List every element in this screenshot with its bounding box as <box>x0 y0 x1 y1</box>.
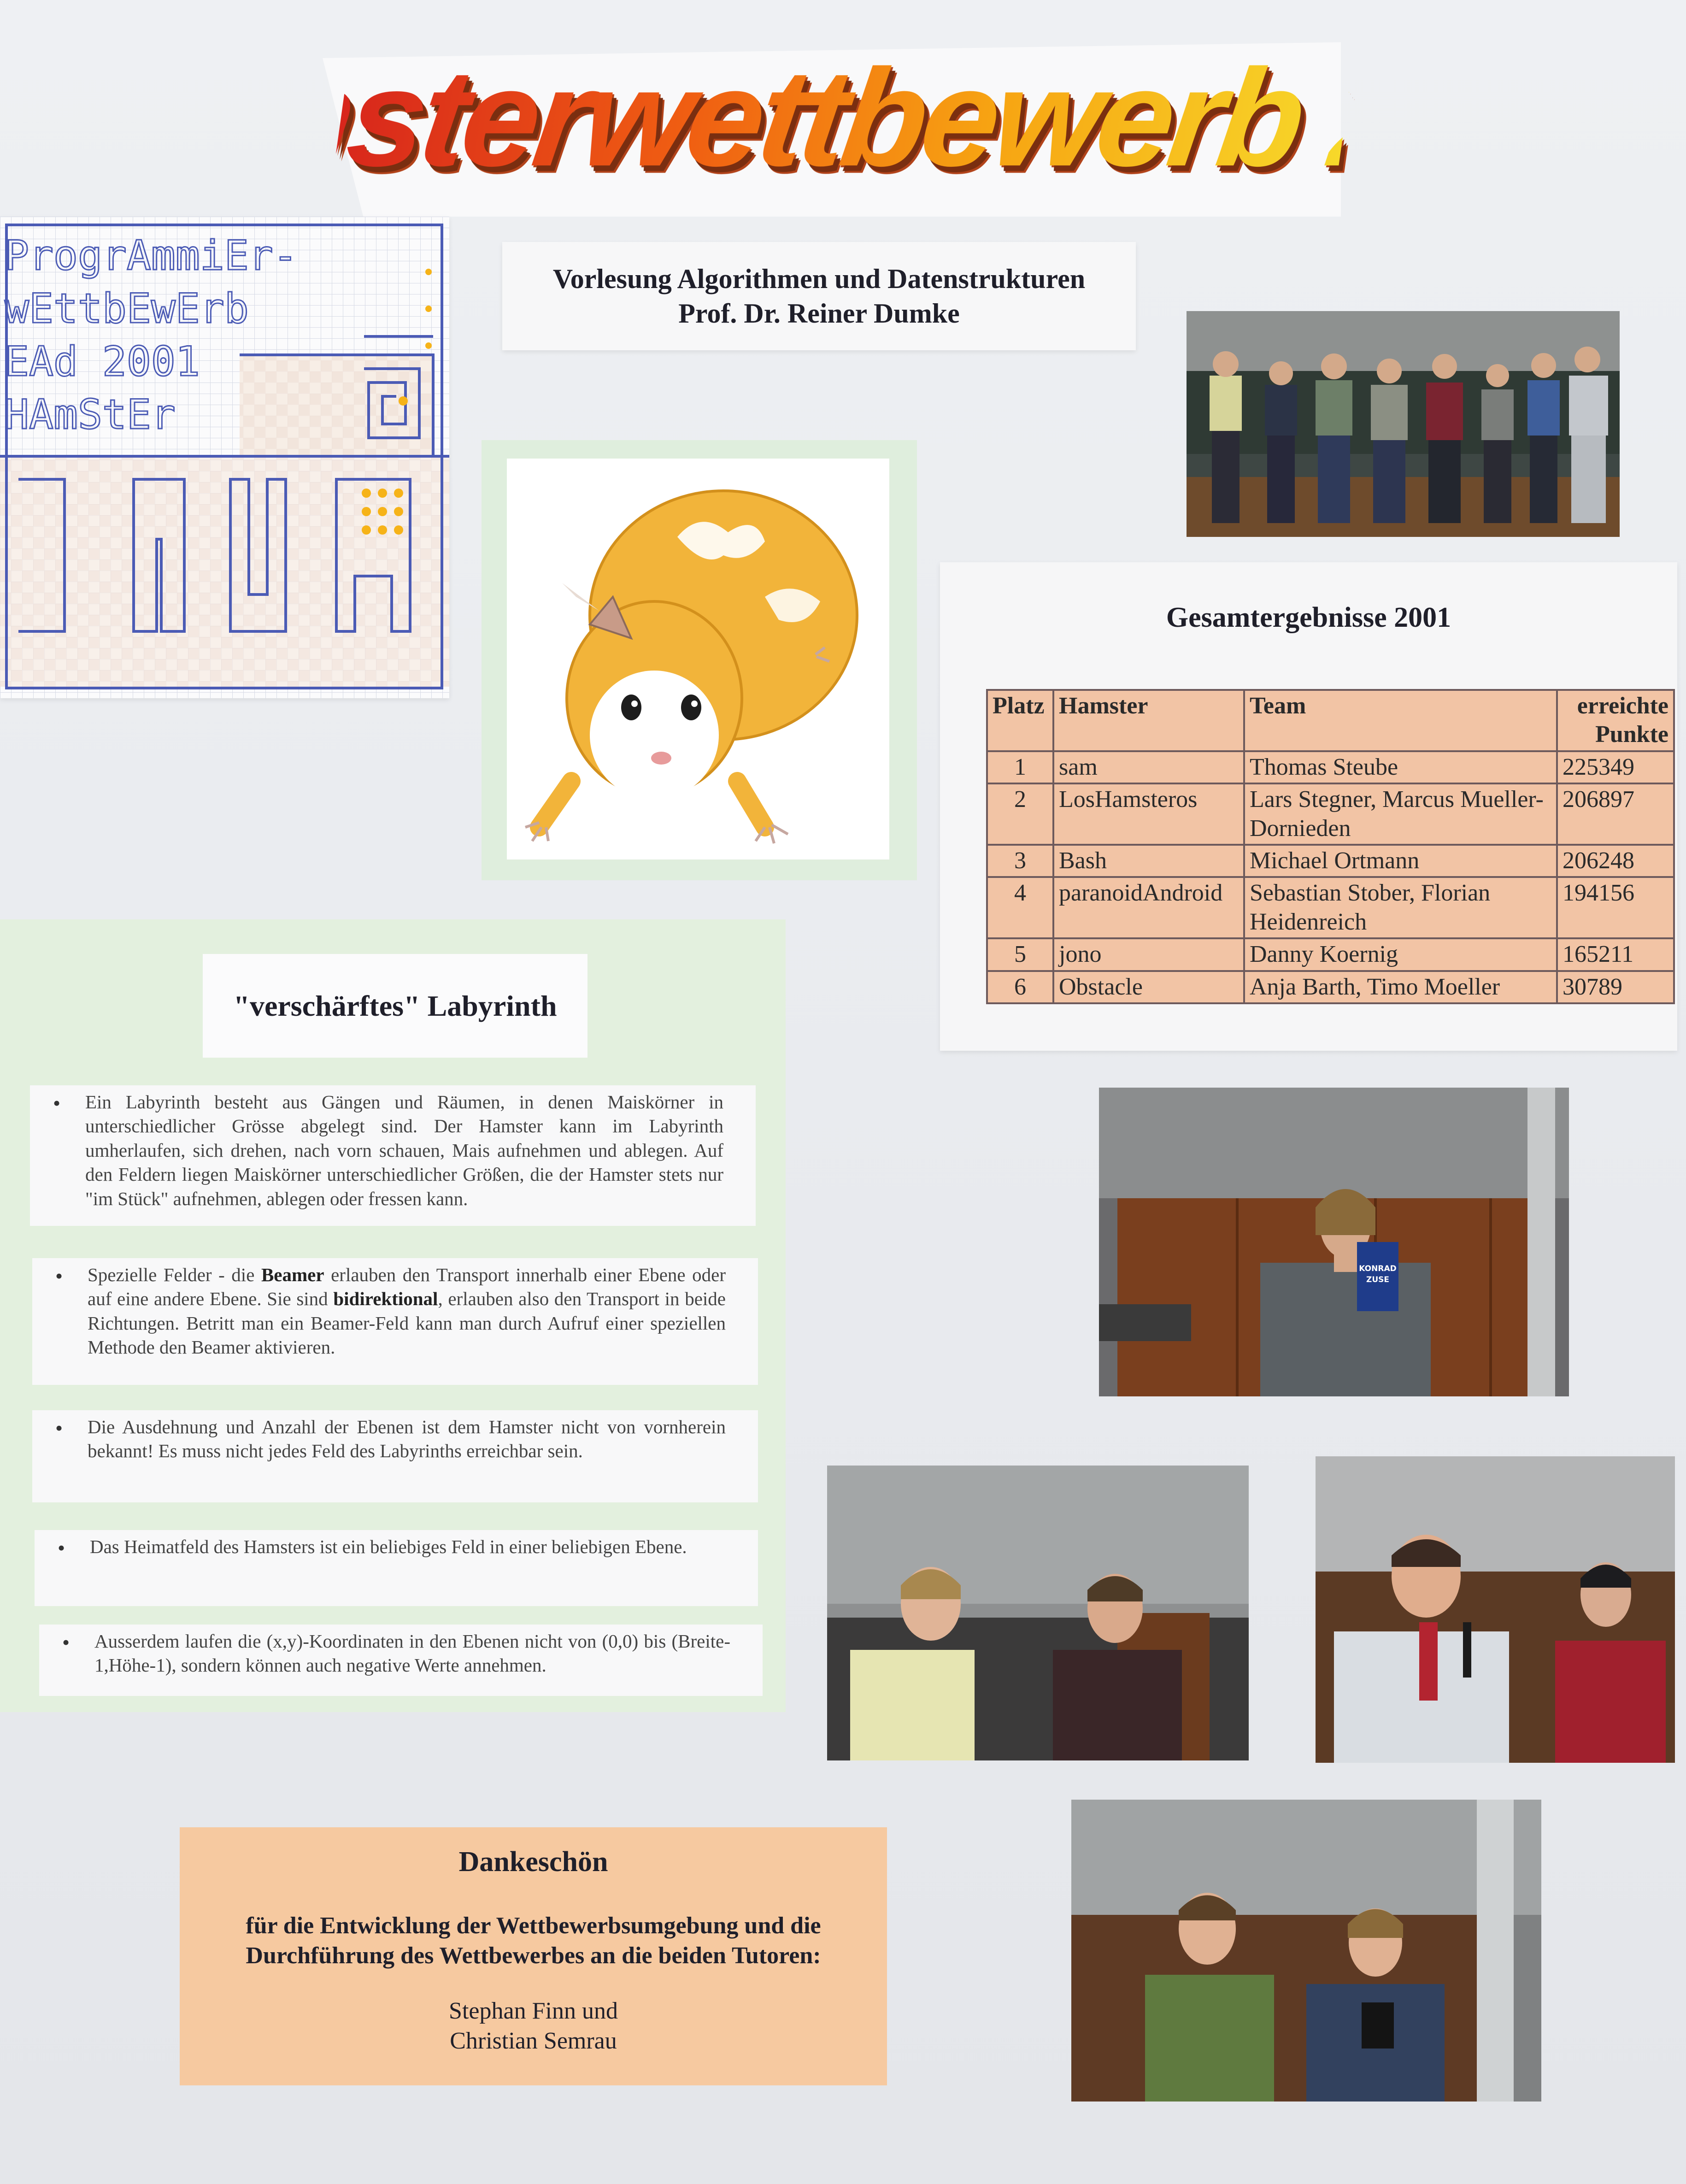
bullet-heimatfeld <box>35 1530 758 1606</box>
thanks-line-2: Durchführung des Wettbewerbes an die beiden Tutoren: <box>246 1943 821 1969</box>
bullet-bold-beamer: Beamer <box>261 1264 324 1285</box>
cell-team: Anja Barth, Timo Moeller <box>1244 971 1557 1003</box>
table-row <box>987 938 1674 971</box>
cell-team: Danny Koernig <box>1244 938 1557 971</box>
maze-graphic <box>0 217 449 698</box>
tutor-names <box>180 1996 887 2056</box>
results-title: Gesamtergebnisse 2001 <box>1166 602 1451 633</box>
maze-line-1: ProgrAmmiEr- <box>5 232 298 279</box>
bullet-marker: • <box>55 1264 63 1288</box>
bullet-bold-bidirektional: bidirektional <box>333 1288 438 1310</box>
cell-hamster: paranoidAndroid <box>1053 877 1244 938</box>
maze-line-4: HAmStEr <box>5 391 176 438</box>
cell-platz: 4 <box>987 877 1053 938</box>
cell-punkte: 30789 <box>1557 971 1674 1003</box>
labyrinth-title: "verschärftes" Labyrinth <box>203 954 587 1058</box>
thanks-heading: Dankeschön <box>458 1846 608 1878</box>
cell-punkte: 225349 <box>1557 751 1674 783</box>
header-hamster: Hamster <box>1053 690 1244 751</box>
bullet-text-a: Spezielle Felder - die <box>88 1264 261 1285</box>
cell-team: Lars Stegner, Marcus Mueller-Dornieden <box>1244 783 1557 845</box>
tutor-name-1: Stephan Finn und <box>449 1998 618 2024</box>
bullet-marker: • <box>55 1416 63 1440</box>
thanks-text <box>180 1911 887 1971</box>
cell-hamster: LosHamsteros <box>1053 783 1244 845</box>
poster-title: Hamsterwettbewerb 2001 <box>327 18 1359 217</box>
hamster-illustration <box>507 459 889 859</box>
bullet-text: Das Heimatfeld des Hamsters ist ein beliebiges Feld in einer beliebigen Ebene. <box>90 1536 687 1557</box>
cell-hamster: Bash <box>1053 845 1244 877</box>
professor-photo <box>1316 1456 1675 1763</box>
bullet-marker: • <box>62 1631 70 1654</box>
maze-line-2: wEttbEwErb <box>5 285 249 332</box>
table-row <box>987 877 1674 938</box>
table-row <box>987 751 1674 783</box>
thanks-panel <box>180 1827 887 2085</box>
bullet-koordinaten <box>39 1625 763 1696</box>
book-title-line1: KONRAD <box>1359 1264 1397 1273</box>
cell-team: Sebastian Stober, Florian Heidenreich <box>1244 877 1557 938</box>
cell-hamster: jono <box>1053 938 1244 971</box>
cell-platz: 2 <box>987 783 1053 845</box>
cell-team: Michael Ortmann <box>1244 845 1557 877</box>
header-punkte-line1: erreichte <box>1577 693 1668 719</box>
bullet-labyrinth <box>30 1085 756 1226</box>
header-punkte-line2: Punkte <box>1595 721 1668 748</box>
table-row <box>987 971 1674 1003</box>
winner-photo <box>1099 1088 1569 1396</box>
bullet-ebenen <box>32 1410 758 1502</box>
bullet-text: Ein Labyrinth besteht aus Gängen und Räumen, in denen Maiskörner in unterschiedlicher Grösse abgelegt sind. Der Hamster kann im Labyrinth umherlaufen, sich drehen, nach vorn schauen, Mais aufnehmen und ablegen. Auf den Feldern liegen Maiskörner unterschiedlicher Größen, die der Hamster stets nur "im Stück" aufnehmen, ablegen oder fressen kann. <box>85 1091 723 1209</box>
table-row <box>987 845 1674 877</box>
table-row <box>987 783 1674 845</box>
group-photo <box>1187 311 1620 537</box>
lecture-title: Vorlesung Algorithmen und Datenstrukturen <box>552 263 1086 294</box>
thanks-line-1: für die Entwicklung der Wettbewerbsumgebung und die <box>246 1913 821 1939</box>
cell-platz: 6 <box>987 971 1053 1003</box>
bullet-marker: • <box>53 1091 61 1115</box>
header-platz: Platz <box>987 690 1053 751</box>
header-team: Team <box>1244 690 1557 751</box>
bullet-text: Ausserdem laufen die (x,y)-Koordinaten in den Ebenen nicht von (0,0) bis (Breite-1,Höhe-1), sondern können auch negative Werte annehmen. <box>94 1631 730 1676</box>
bullet-marker: • <box>58 1536 65 1560</box>
cell-punkte: 206248 <box>1557 845 1674 877</box>
results-table <box>986 689 1675 1004</box>
tutor-name-2: Christian Semrau <box>450 2028 617 2054</box>
cell-platz: 1 <box>987 751 1053 783</box>
cell-team: Thomas Steube <box>1244 751 1557 783</box>
cell-punkte: 165211 <box>1557 938 1674 971</box>
maze-line-3: EAd 2001 <box>5 338 200 385</box>
lecturer-name: Prof. Dr. Reiner Dumke <box>678 298 960 329</box>
cell-platz: 3 <box>987 845 1053 877</box>
bullet-text: Die Ausdehnung und Anzahl der Ebenen ist dem Hamster nicht von vornherein bekannt! Es muss nicht jedes Feld des Labyrinths erreichbar sein. <box>88 1416 726 1462</box>
students-photo <box>827 1466 1249 1760</box>
cell-punkte: 194156 <box>1557 877 1674 938</box>
cell-platz: 5 <box>987 938 1053 971</box>
results-header-row <box>987 690 1674 751</box>
lecture-header <box>502 242 1136 350</box>
book-title-line2: ZUSE <box>1366 1275 1389 1284</box>
bullet-text-c: , erlauben also den Transport in beide Richtungen. Betritt man ein Beamer-Feld kann man durch Aufruf einer speziellen Methode den Beamer aktivieren. <box>88 1288 726 1358</box>
cell-hamster: Obstacle <box>1053 971 1244 1003</box>
cell-punkte: 206897 <box>1557 783 1674 845</box>
bullet-beamer <box>32 1258 758 1385</box>
cell-hamster: sam <box>1053 751 1244 783</box>
header-punkte <box>1557 690 1674 751</box>
tutors-photo <box>1071 1800 1541 2102</box>
bullet-text-b: erlauben den Transport innerhalb einer Ebene oder auf eine andere Ebene. Sie sind <box>88 1264 726 1310</box>
